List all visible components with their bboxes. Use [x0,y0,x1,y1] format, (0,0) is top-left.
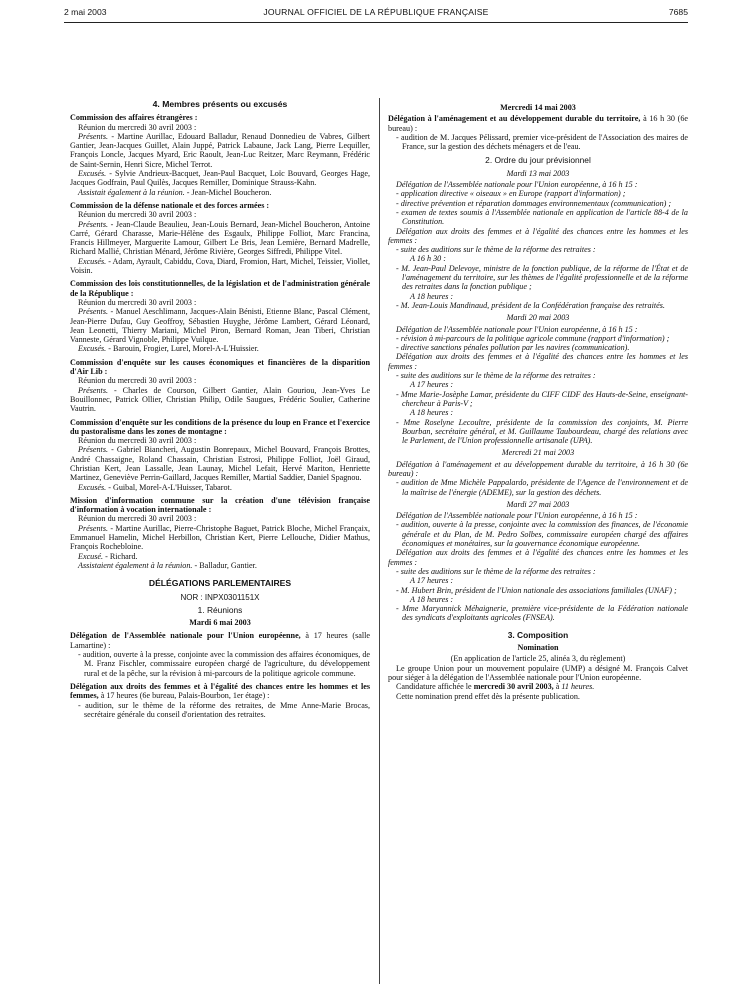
agenda-item: - suite des auditions sur le thème de la réforme des retraites : [396,371,596,381]
attendance-names: - Martine Aurillac, Edouard Balladur, Renaud Donnedieu de Vabres, Gilbert Gantier, Jean-Jacques Guillet, Alain Juppé, Patrick Labaune, Jack Lang, Pierre Lequiller, François Loncle, Jacques Myard, Eric Raoult, Jean-Luc Reitzer, Marc Reymann, Frédéric de Saint-Sernin, Henri Sicre, Michel Terrot. [70,131,370,169]
committee-title: Mission d'information commune sur la création d'une télévision française d'information à vocation internationale : [70,495,370,515]
candidature-time: 11 heures. [561,682,595,692]
top-delegation-heading [388,114,688,133]
attendance-entry [70,386,370,414]
attendance-label: Présents. [78,131,109,141]
meeting-line: Réunion du mercredi 30 avril 2003 : [78,122,197,132]
agenda-item: - Mme Roselyne Lecoultre, présidente de la commission des conjoints, M. Pierre Bourban, secrétaire général, et M. Guillaume Taubourdeau, chargé des relations avec le Parlement, de l'Union professionnelle artisanale (UPA). [396,417,688,446]
agenda-item: - directive prévention et réparation dommages environnementaux (communication) ; [396,198,672,208]
agenda-time-label: A 16 h 30 : [410,254,446,264]
agenda-time-label: A 18 heures : [410,291,454,301]
header-page-number: 7685 [668,7,688,17]
reunion-date-heading: Mardi 6 mai 2003 [189,618,251,628]
agenda-item: - audition, sur le thème de la réforme des retraites, de Mme Anne-Marie Brocas, secrétaire générale du conseil d'orientation des retraites. [78,700,370,719]
agenda-item: - M. Hubert Brin, président de l'Union nationale des associations familiales (UNAF) ; [396,585,677,595]
agenda-date-heading: Mardi 20 mai 2003 [506,313,570,323]
agenda-item: - examen de textes soumis à l'Assemblée nationale en application de l'article 88-4 de la Constitution. [396,207,688,227]
agenda-group-heading: Délégation aux droits des femmes et à l'égalité des chances entre les hommes et les femmes : [388,352,688,371]
agenda-item: - M. Jean-Louis Mandinaud, président de la Confédération française des retraités. [396,300,665,310]
candidature-prefix: Candidature affichée le [396,682,474,692]
attendance-entry [70,188,370,197]
attendance-names: - Martine Aurillac, Pierre-Christophe Baguet, Patrick Bloche, Michel Françaix, Emmanuel Hamelin, Michel Herbillon, Christian Kert, Pierre Lellouche, Didier Mathus, François Rochebloine. [70,523,370,552]
attendance-label: Assistait également à la réunion. [78,187,185,197]
attendance-names: - Adam, Ayrault, Cabiddu, Cova, Diard, Fromion, Hart, Michel, Teissier, Viollet, Voisin. [70,256,370,276]
attendance-names: - Balladur, Gantier. [192,560,257,570]
attendance-entry [70,307,370,344]
attendance-names: - Jean-Michel Boucheron. [184,187,272,197]
attendance-label: Présents. [78,307,109,317]
delegation-heading-bold: Délégation aux droits des femmes et à l'égalité des chances entre les hommes et les femmes, [70,681,370,701]
agenda-item: - audition, ouverte à la presse, conjointe avec la commission des finances, de l'économie générale et du Plan, de M. Pedro Solbes, commissaire européen chargé des affaires économiques et monétaires, sur la gouvernance économique européenne. [396,520,688,549]
agenda-item: - suite des auditions sur le thème de la réforme des retraites : [396,566,596,576]
committee-title: Commission des lois constitutionnelles, de la législation et de l'administration générale de la République : [70,279,370,298]
attendance-label: Présents. [78,219,109,229]
agenda-item: - Mme Marie-Josèphe Lamar, présidente du CIFF CIDF des Hauts-de-Seine, enseignant-chercheur à Paris-V ; [396,389,688,408]
top-heading-rest: à 16 h 30 (6e bureau) : [388,114,689,133]
attendance-names: - Guibal, Morel-A-L'Huisser, Tabarot. [106,482,232,492]
attendance-label: Excusés. [78,256,107,266]
attendance-entry [70,524,370,552]
delegation-heading [70,682,370,701]
agenda-group-heading: Délégation aux droits des femmes et à l'égalité des chances entre les hommes et les femmes : [388,226,688,245]
agenda-item: - suite des auditions sur le thème de la réforme des retraites : [396,245,596,255]
committee-block [70,201,370,275]
agenda-days [388,169,688,623]
attendance-names: - Gabriel Biancheri, Augustin Bonrepaux, Michel Bouvard, François Brottes, André Chassaigne, Roland Chassain, Christian Estrosi, Philippe Folliot, Joël Giraud, Christian Kert, Jean Lassalle, Jean Launay, Michel Lefait, Hervé Mariton, Henriette Martinez, Geneviève Perrin-Gaillard, Jacques Remiller, Martial Saddier, Daniel Spagnou. [70,445,370,483]
agenda-group-heading: Délégation aux droits des femmes et à l'égalité des chances entre les hommes et les femmes : [388,548,688,567]
agenda-time-label: A 17 heures : [410,576,454,586]
top-items [388,133,688,152]
agenda-time-label: A 18 heures : [410,408,454,418]
attendance-names: - Manuel Aeschlimann, Jacques-Alain Bénisti, Etienne Blanc, Pascal Clément, Jean-Pierre Dufau, Guy Geoffroy, Sébastien Huyghe, Jérôme Lambert, Gérard Léonard, Jean Leonetti, Thierry Mariani, Michel Piron, Bernard Roman, Jean Tiberi, Christian Vanneste, Gérard Vignoble, Philippe Vuilque. [70,307,370,345]
attendance-label: Présents. [78,445,109,455]
committee-title: Commission des affaires étrangères : [70,113,198,123]
effect-line: Cette nomination prend effet dès la présente publication. [396,691,580,701]
committee-title: Commission de la défense nationale et des forces armées : [70,200,270,210]
attendance-entry [70,220,370,257]
attendance-label: Excusés. [78,344,107,354]
reunion-blocks [70,631,370,719]
agenda-item: - directive sanctions pénales pollution par les navires (communication). [396,343,630,353]
attendance-label: Excusés. [78,482,107,492]
attendance-label: Excusés. [78,169,107,179]
committee-block [70,279,370,353]
attendance-label: Excusé. [78,551,104,561]
attendance-entry [70,344,370,353]
left-column [70,100,370,719]
delegation-heading-rest: à 17 heures (salle Lamartine) : [70,631,370,650]
meeting-line: Réunion du mercredi 30 avril 2003 : [78,436,197,446]
agenda-group-heading: Délégation de l'Assemblée nationale pour l'Union européenne, à 16 h 15 : [396,180,638,190]
agenda-group-heading: Délégation à l'aménagement et au développement durable du territoire, à 16 h 30 (6e bureau) : [388,459,688,478]
attendance-label: Assistaient également à la réunion. [78,560,193,570]
committee-title: Commission d'enquête sur les conditions de la présence du loup en France et l'exercice du pastoralisme dans les zones de montagne : [70,417,370,436]
meeting-line: Réunion du mercredi 30 avril 2003 : [78,297,197,307]
attendance-entry [70,132,370,169]
top-date-heading: Mercredi 14 mai 2003 [500,103,576,112]
agenda-date-heading: Mardi 27 mai 2003 [506,499,570,509]
agenda-item: - audition, ouverte à la presse, conjointe avec la commission des affaires économiques, de M. Franz Fischler, commissaire européen chargé de l'agriculture, du développement rural et de la pêche, sur la révision à mi-parcours de la politique agricole commune. [78,650,370,678]
committees-list [70,113,370,570]
agenda-item: - M. Jean-Paul Delevoye, ministre de la fonction publique, de la réforme de l'État et de l'aménagement du territoire, sur les thèmes de l'égalité professionnelle et de la réforme des retraites dans la fonction publique ; [396,263,688,292]
agenda-item: - audition de M. Jacques Pélissard, premier vice-président de l'Association des maires de France, sur la gestion des déchets ménagers et de l'eau. [396,132,688,152]
nor-reference: NOR : INPX0301151X [180,592,260,602]
meeting-line: Réunion du mercredi 30 avril 2003 : [78,514,197,524]
agenda-group-heading: Délégation de l'Assemblée nationale pour l'Union européenne, à 16 h 15 : [396,324,638,334]
attendance-entry [70,552,370,561]
agenda-item: - application directive « oiseaux » en Europe (rapport d'information) ; [396,189,626,199]
section-composition-title: 3. Composition [507,629,569,640]
attendance-entry [70,561,370,570]
section-agenda-title: 2. Ordre du jour prévisionnel [485,155,591,166]
page-header [64,6,688,20]
attendance-entry [70,257,370,276]
attendance-names: - Jean-Claude Beaulieu, Jean-Louis Bernard, Jean-Michel Boucheron, Antoine Carré, Gérard Charasse, Marie-Hélène des Esgaulx, Philippe Folliot, Marc Francina, Francis Hillmeyer, Marguerite Lamour, Gilbert Le Bris, Jean Lemière, Bernard Madrelle, Richard Mallié, Christian Ménard, Jérôme Rivière, Georges Siffredi, Philippe Vitel. [70,219,370,257]
agenda-item: - audition de Mme Michèle Pappalardo, présidente de l'Agence de l'environnement et de la maîtrise de l'énergie (ADEME), sur la gestion des déchets. [396,478,688,497]
attendance-entry [70,483,370,492]
reunions-title: 1. Réunions [197,604,243,615]
header-date: 2 mai 2003 [64,7,107,17]
attendance-entry [70,169,370,188]
candidature-mid: à [553,682,562,692]
agenda-time-label: A 17 heures : [410,380,454,390]
top-heading-bold: Délégation à l'aménagement et au développement durable du territoire, [388,114,641,124]
agenda-item: - révision à mi-parcours de la politique agricole commune (rapport d'information) ; [396,333,670,343]
delegations-title: DÉLÉGATIONS PARLEMENTAIRES [148,578,292,589]
header-journal-title: JOURNAL OFFICIEL DE LA RÉPUBLIQUE FRANÇAISE [263,7,489,17]
attendance-names: - Charles de Courson, Gilbert Gantier, Alain Gouriou, Jean-Yves Le Bouillonnec, Patrick Ollier, Christian Philip, Odile Saugues, Frédéric Soulier, Catherine Vautrin. [70,385,370,414]
candidature-line [388,682,688,691]
delegation-heading-rest: à 17 heures (6e bureau, Palais-Bourbon, 1er étage) : [98,691,270,701]
attendance-entry [70,445,370,482]
attendance-label: Présents. [78,385,109,395]
agenda-date-heading: Mercredi 21 mai 2003 [501,448,575,458]
nomination-paragraph: Le groupe Union pour un mouvement populaire (UMP) a désigné M. François Calvet pour siéger à la délégation de l'Assemblée nationale pour l'Union européenne. [388,663,688,682]
committee-block [70,418,370,492]
attendance-names: - Sylvie Andrieux-Bacquet, Jean-Paul Bacquet, Loïc Bouvard, Georges Hage, Jacques Godfrain, Paul Quilès, Jacques Remiller, Dominique Strauss-Kahn. [70,169,370,188]
meeting-line: Réunion du mercredi 30 avril 2003 : [78,210,197,220]
delegation-heading-bold: Délégation de l'Assemblée nationale pour l'Union européenne, [70,631,301,641]
committee-title: Commission d'enquête sur les causes économiques et financières de la disparition d'Air Lib : [70,357,370,377]
header-rule [64,22,688,23]
section-members-title: 4. Membres présents ou excusés [152,99,288,109]
nomination-title: Nomination [517,643,559,653]
committee-block [70,496,370,570]
column-divider [379,98,380,984]
agenda-date-heading: Mardi 13 mai 2003 [506,168,570,178]
candidature-date: mercredi 30 avril 2003, [473,682,554,692]
meeting-line: Réunion du mercredi 30 avril 2003 : [78,376,197,386]
attendance-names: - Barouin, Frogier, Lurel, Morel-A-L'Huissier. [106,344,259,354]
delegation-heading [70,631,370,650]
right-column [388,100,688,701]
application-note: (En application de l'article 25, alinéa 3, du règlement) [450,654,626,664]
committee-block [70,113,370,197]
attendance-label: Présents. [78,523,109,533]
agenda-item: - Mme Maryannick Méhaignerie, première vice-présidente de la Fédération nationale des syndicats d'exploitants agricoles (FNSEA). [396,604,688,623]
agenda-time-label: A 18 heures : [410,594,454,604]
attendance-names: - Richard. [103,551,138,561]
agenda-group-heading: Délégation de l'Assemblée nationale pour l'Union européenne, à 16 h 15 : [396,511,638,521]
committee-block [70,358,370,414]
